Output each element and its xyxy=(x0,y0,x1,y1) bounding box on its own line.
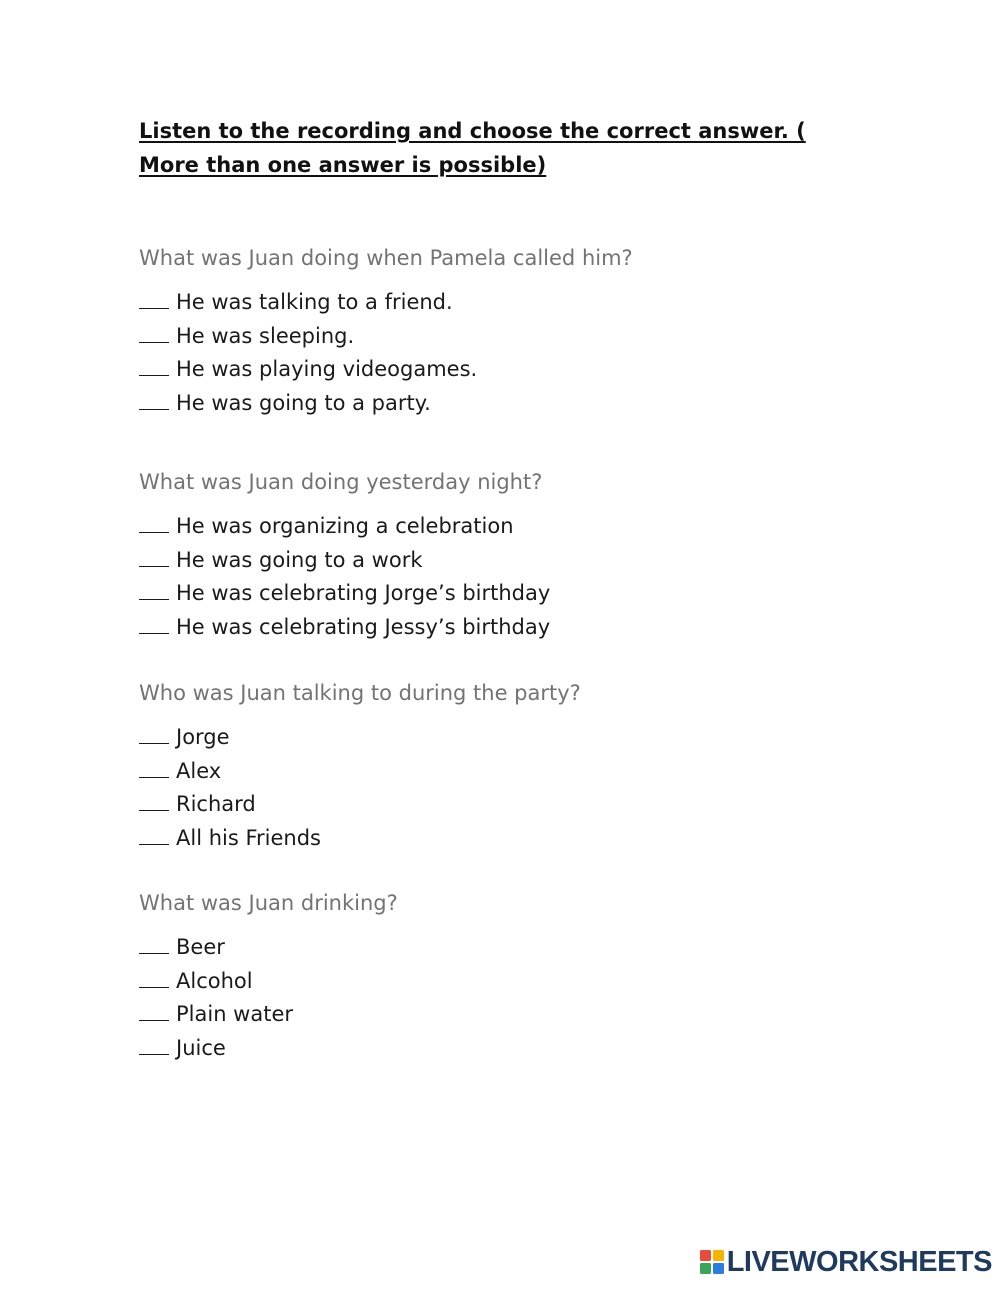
answer-option-label: Jorge xyxy=(176,725,230,749)
answer-option[interactable] xyxy=(139,1032,899,1066)
answer-blank[interactable] xyxy=(139,1034,169,1055)
question-text: What was Juan drinking? xyxy=(139,891,398,915)
answer-blank[interactable] xyxy=(139,1000,169,1021)
answer-blank[interactable] xyxy=(139,723,169,744)
answer-option-label: He was celebrating Jorge’s birthday xyxy=(176,581,551,605)
answer-option[interactable] xyxy=(139,755,899,789)
answer-option[interactable] xyxy=(139,544,899,578)
answer-blank[interactable] xyxy=(139,579,169,600)
answer-option[interactable] xyxy=(139,965,899,999)
question-block-1 xyxy=(139,243,899,420)
question-block-2 xyxy=(139,467,899,644)
answer-option[interactable] xyxy=(139,387,899,421)
answer-option-label: He was playing videogames. xyxy=(176,357,478,381)
brand-wordmark: LIVEWORKSHEETS xyxy=(726,1245,992,1278)
answer-option[interactable] xyxy=(139,822,899,856)
question-text: What was Juan doing when Pamela called him? xyxy=(139,246,633,270)
answer-blank[interactable] xyxy=(139,613,169,634)
answer-option[interactable] xyxy=(139,510,899,544)
answer-option-label: Richard xyxy=(176,792,256,816)
question-text: What was Juan doing yesterday night? xyxy=(139,470,543,494)
answer-option[interactable] xyxy=(139,577,899,611)
answer-option-label: He was going to a party. xyxy=(176,390,431,415)
question-block-4 xyxy=(139,888,899,1065)
answer-option-label: All his Friends xyxy=(176,825,321,850)
answer-blank[interactable] xyxy=(139,967,169,988)
answer-blank[interactable] xyxy=(139,389,169,410)
answer-blank[interactable] xyxy=(139,512,169,533)
answer-option-label: He was sleeping. xyxy=(176,323,355,348)
answer-blank[interactable] xyxy=(139,824,169,845)
answer-blank[interactable] xyxy=(139,546,169,567)
answer-option[interactable] xyxy=(139,611,899,645)
answer-option[interactable] xyxy=(139,721,899,755)
answer-blank[interactable] xyxy=(139,790,169,811)
answer-option-label: Plain water xyxy=(176,1002,294,1026)
answer-option-label: He was celebrating Jessy’s birthday xyxy=(176,614,551,639)
answer-blank[interactable] xyxy=(139,288,169,309)
answer-option[interactable] xyxy=(139,931,899,965)
answer-blank[interactable] xyxy=(139,933,169,954)
answer-option[interactable] xyxy=(139,286,899,320)
instructions-heading: Listen to the recording and choose the correct answer. ( More than one answer is possible) xyxy=(139,119,806,177)
answer-option[interactable] xyxy=(139,788,899,822)
answer-blank[interactable] xyxy=(139,322,169,343)
answer-options xyxy=(139,286,899,420)
question-text: Who was Juan talking to during the party? xyxy=(139,681,581,705)
answer-option-label: He was organizing a celebration xyxy=(176,514,514,538)
answer-options xyxy=(139,721,899,855)
answer-options xyxy=(139,510,899,644)
answer-option[interactable] xyxy=(139,998,899,1032)
question-block-3 xyxy=(139,678,899,855)
answer-option-label: Alcohol xyxy=(176,968,253,993)
answer-option-label: Juice xyxy=(176,1035,226,1060)
answer-options xyxy=(139,931,899,1065)
answer-option-label: He was going to a work xyxy=(176,547,423,572)
answer-option[interactable] xyxy=(139,353,899,387)
answer-option-label: He was talking to a friend. xyxy=(176,290,453,314)
answer-option-label: Alex xyxy=(176,758,222,783)
answer-option[interactable] xyxy=(139,320,899,354)
answer-blank[interactable] xyxy=(139,757,169,778)
liveworksheets-logo-icon xyxy=(700,1250,724,1274)
answer-option-label: Beer xyxy=(176,935,225,959)
answer-blank[interactable] xyxy=(139,355,169,376)
liveworksheets-branding xyxy=(700,1247,992,1277)
